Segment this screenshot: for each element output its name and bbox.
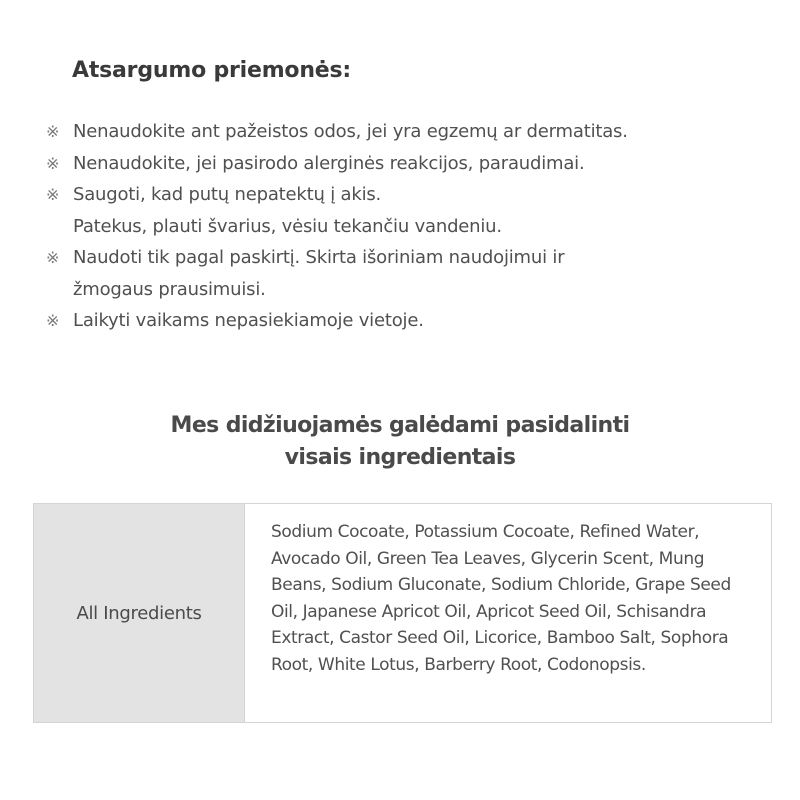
precaution-text: Laikyti vaikams nepasiekiamoje vietoje. <box>73 310 424 331</box>
reference-mark-icon: ※ <box>46 185 60 204</box>
reference-mark-icon: ※ <box>46 311 60 330</box>
precaution-item <box>46 148 766 180</box>
precaution-item <box>46 305 766 337</box>
precautions-list <box>46 116 766 337</box>
ingredients-heading <box>0 410 800 474</box>
reference-mark-icon: ※ <box>46 153 60 173</box>
precaution-text: Nenaudokite, jei pasirodo alerginės reakcijos, paraudimai. <box>73 152 585 174</box>
ingredients-table <box>33 503 772 723</box>
precaution-text: Naudoti tik pagal paskirtį. Skirta išoriniam naudojimui ir <box>73 247 565 268</box>
ingredients-label-cell <box>34 504 245 722</box>
ingredients-value-cell <box>245 504 771 722</box>
ingredients-heading-line: visais ingredientais <box>284 445 516 470</box>
ingredients-list-text: Sodium Cocoate, Potassium Cocoate, Refined Water, Avocado Oil, Green Tea Leaves, Glycerin Scent, Mung Beans, Sodium Gluconate, Sodium Chloride, Grape Seed Oil, Japanese Apricot Oil, Apricot Seed Oil, Schisandra Extract, Castor Seed Oil, Licorice, Bamboo Salt, Sophora Root, White Lotus, Barberry Root, Codonopsis. <box>271 522 731 675</box>
precaution-item <box>46 116 766 148</box>
precaution-item <box>46 179 766 242</box>
precaution-item <box>46 242 766 305</box>
ingredients-label: All Ingredients <box>76 602 202 624</box>
precaution-text-continued: žmogaus prausimuisi. <box>73 278 266 300</box>
reference-mark-icon: ※ <box>46 248 60 267</box>
precaution-text-continued: Patekus, plauti švarius, vėsiu tekančiu vandeniu. <box>73 215 502 237</box>
reference-mark-icon: ※ <box>46 122 60 141</box>
precaution-text: Saugoti, kad putų nepatektų į akis. <box>73 184 382 205</box>
precautions-title: Atsargumo priemonės: <box>72 58 352 83</box>
precaution-text: Nenaudokite ant pažeistos odos, jei yra egzemų ar dermatitas. <box>73 121 628 142</box>
ingredients-heading-line: Mes didžiuojamės galėdami pasidalinti <box>170 413 630 438</box>
